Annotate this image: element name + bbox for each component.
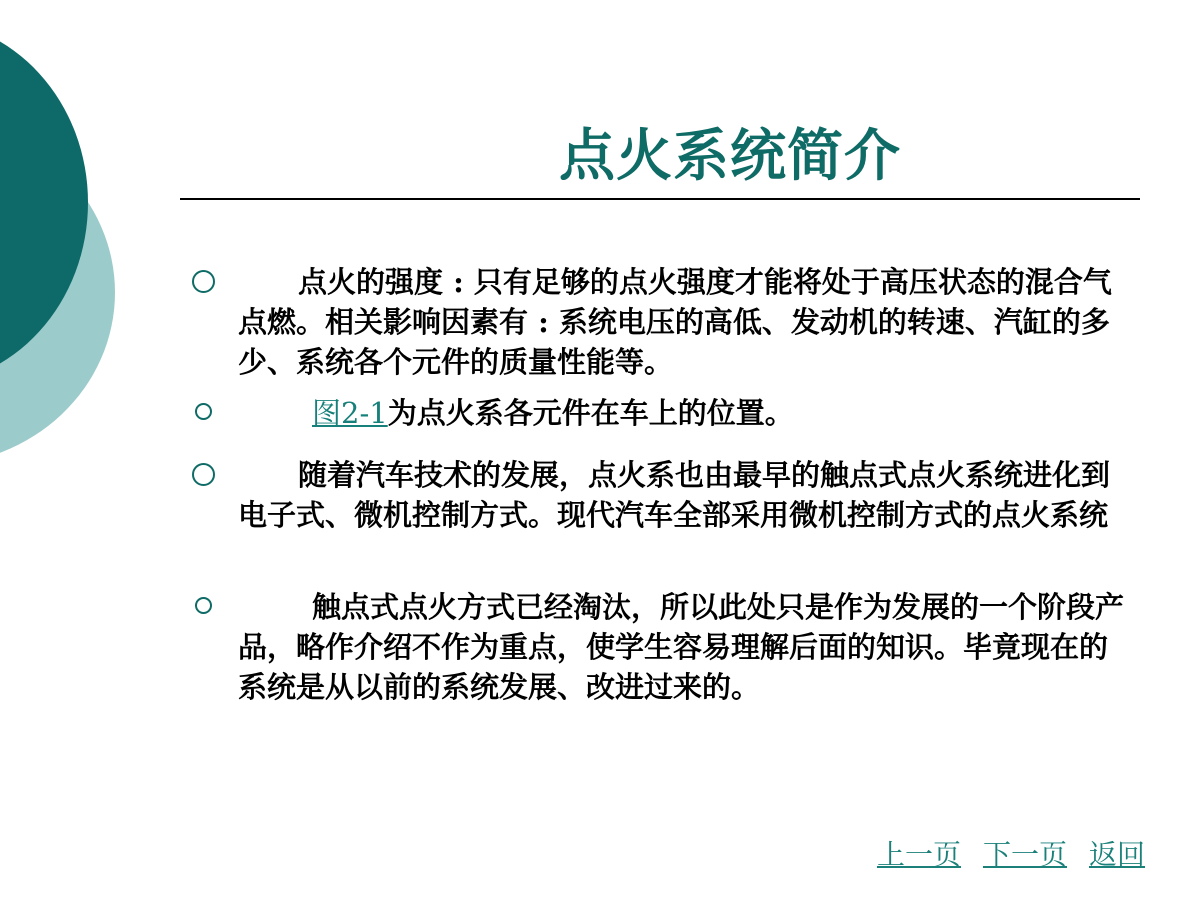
hollow-circle-bullet-icon <box>195 403 212 420</box>
bullet-text: 点火的强度 : 只有足够的点火强度才能将处于高压状态的混合气点燃。相关影响因素有 : 系统电压的高低、发动机的转速、汽缸的多少、系统各个元件的质量性能等。 <box>238 265 1112 379</box>
next-page-link[interactable]: 下一页 <box>982 838 1067 871</box>
slide-title: 点火系统简介 <box>559 123 901 189</box>
bullet-text <box>238 393 1127 433</box>
title-divider <box>180 198 1140 200</box>
bullet-text-rest: 为点火系各元件在车上的位置。 <box>387 396 794 430</box>
figure-link[interactable]: 图2-1 <box>312 396 388 430</box>
hollow-circle-bullet-icon <box>192 270 215 293</box>
bullet-text: 随着汽车技术的发展，点火系也由最早的触点式点火系统进化到电子式、微机控制方式。现代汽车全部采用微机控制方式的点火系统 <box>238 458 1111 532</box>
hollow-circle-bullet-icon <box>192 463 215 486</box>
slide-navigation <box>855 833 1145 873</box>
prev-page-link[interactable]: 上一页 <box>876 838 961 871</box>
bullet-text: 触点式点火方式已经淘汰，所以此处只是作为发展的一个阶段产品，略作介绍不作为重点，使学生容易理解后面的知识。毕竟现在的系统是从以前的系统发展、改进过来的。 <box>238 590 1125 704</box>
hollow-circle-bullet-icon <box>195 597 212 614</box>
back-link[interactable]: 返回 <box>1088 838 1145 871</box>
